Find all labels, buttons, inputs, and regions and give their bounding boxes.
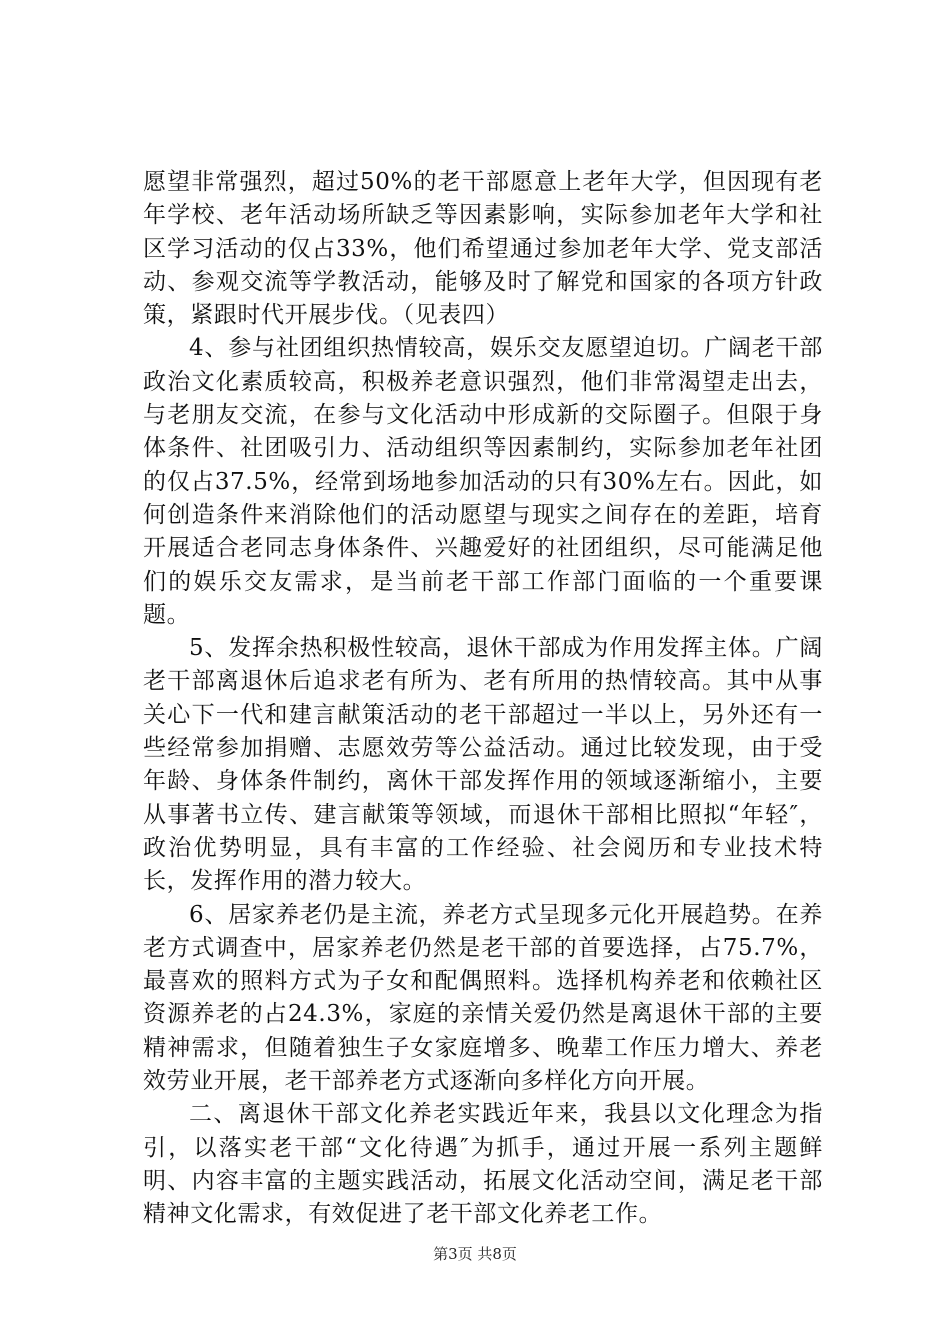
- paragraph-item-6: 6、居家养老仍是主流，养老方式呈现多元化开展趋势。在养老方式调查中，居家养老仍然是老干部的首要选择，占75.7%，最喜欢的照料方式为子女和配偶照料。选择机构养老和依赖社区资源养老的占24.3%，家庭的亲情关爱仍然是离退休干部的主要精神需求，但随着独生子女家庭增多、晚辈工作压力增大、养老效劳业开展，老干部养老方式逐渐向多样化方向开展。: [143, 901, 823, 1095]
- paragraph-continuation: 愿望非常强烈，超过50%的老干部愿意上老年大学，但因现有老年学校、老年活动场所缺乏等因素影响，实际参加老年大学和社区学习活动的仅占33%，他们希望通过参加老年大学、党支部活动、参观交流等学教活动，能够及时了解党和国家的各项方针政策，紧跟时代开展步伐。（见表四）: [143, 169, 823, 329]
- paragraph-item-5: 5、发挥余热积极性较高，退休干部成为作用发挥主体。广阔老干部离退休后追求老有所为、老有所用的热情较高。其中从事关心下一代和建言献策活动的老干部超过一半以上，另外还有一些经常参加捐赠、志愿效劳等公益活动。通过比较发现，由于受年龄、身体条件制约，离休干部发挥作用的领域逐渐缩小，主要从事著书立传、建言献策等领域，而退休干部相比照拟“年轻″，政治优势明显，具有丰富的工作经验、社会阅历和专业技术特长，发挥作用的潜力较大。: [143, 635, 823, 895]
- paragraph-section-2: 二、离退休干部文化养老实践近年来，我县以文化理念为指引，以落实老干部“文化待遇″为抓手，通过开展一系列主题鲜明、内容丰富的主题实践活动，拓展文化活动空间，满足老干部精神文化需求，有效促进了老干部文化养老工作。: [143, 1101, 823, 1228]
- document-body: [143, 166, 823, 1232]
- paragraph-item-4: 4、参与社团组织热情较高，娱乐交友愿望迫切。广阔老干部政治文化素质较高，积极养老意识强烈，他们非常渴望走出去，与老朋友交流，在参与文化活动中形成新的交际圈子。但限于身体条件、社团吸引力、活动组织等因素制约，实际参加老年社团的仅占37.5%，经常到场地参加活动的只有30%左右。因此，如何创造条件来消除他们的活动愿望与现实之间存在的差距，培育开展适合老同志身体条件、兴趣爱好的社团组织，尽可能满足他们的娱乐交友需求，是当前老干部工作部门面临的一个重要课题。: [143, 335, 823, 628]
- page-footer: 第3页 共8页: [433, 1245, 517, 1263]
